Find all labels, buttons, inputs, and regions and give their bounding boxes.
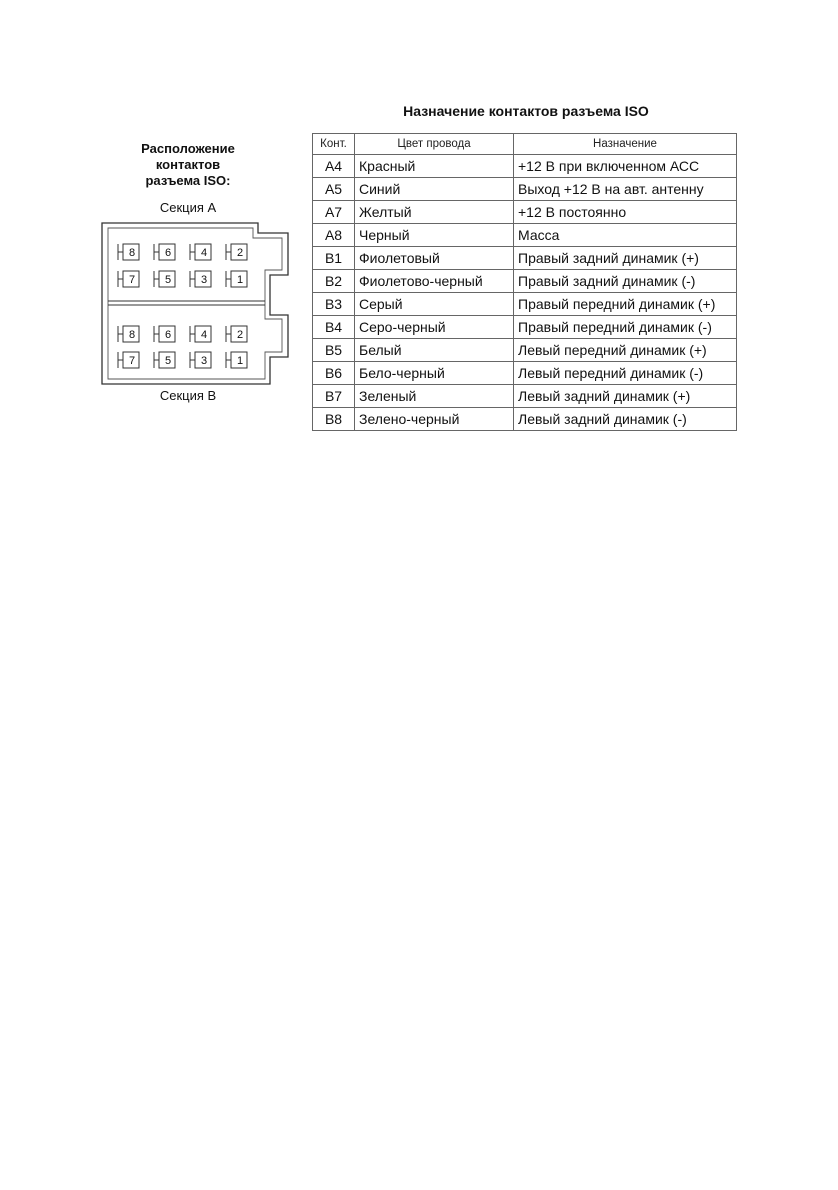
pin-number: 6 bbox=[164, 247, 172, 259]
table-title: Назначение контактов разъема ISO bbox=[403, 103, 649, 119]
pin-number: 1 bbox=[236, 274, 244, 286]
connector-title-line: разъема ISO: bbox=[145, 173, 231, 188]
header-pin: Конт. bbox=[313, 134, 355, 155]
wire-color-cell: Серо-черный bbox=[355, 316, 514, 339]
connector-title-line: контактов bbox=[155, 157, 221, 172]
pin-contact bbox=[118, 352, 139, 368]
function-cell: Правый задний динамик (-) bbox=[514, 270, 737, 293]
wire-color-cell: Фиолетовый bbox=[355, 247, 514, 270]
connector-title bbox=[98, 141, 278, 189]
function-cell: Левый задний динамик (+) bbox=[514, 385, 737, 408]
wire-color-cell: Зелено-черный bbox=[355, 408, 514, 431]
wire-color-cell: Белый bbox=[355, 339, 514, 362]
pinout-table bbox=[312, 133, 737, 431]
pin-contact bbox=[118, 244, 139, 260]
pin-number: 8 bbox=[128, 329, 136, 341]
pin-number: 7 bbox=[128, 274, 136, 286]
table-row bbox=[313, 224, 737, 247]
pin-number: 3 bbox=[200, 274, 208, 286]
pin-contact bbox=[118, 271, 139, 287]
table-row bbox=[313, 385, 737, 408]
section-b-label: Секция В bbox=[159, 388, 217, 403]
header-wire-color: Цвет провода bbox=[355, 134, 514, 155]
pin-number: 2 bbox=[236, 247, 244, 259]
pin-number: 2 bbox=[236, 329, 244, 341]
function-cell: Левый передний динамик (-) bbox=[514, 362, 737, 385]
table-row bbox=[313, 201, 737, 224]
pin-number: 1 bbox=[236, 355, 244, 367]
function-cell: Выход +12 В на авт. антенну bbox=[514, 178, 737, 201]
pin-contact bbox=[190, 352, 211, 368]
pin-cell: A7 bbox=[313, 201, 355, 224]
pin-cell: A4 bbox=[313, 155, 355, 178]
pin-cell: B5 bbox=[313, 339, 355, 362]
wire-color-cell: Бело-черный bbox=[355, 362, 514, 385]
table-row bbox=[313, 247, 737, 270]
pin-contact bbox=[154, 244, 175, 260]
connector-title-line: Расположение bbox=[141, 141, 235, 156]
pin-cell: B3 bbox=[313, 293, 355, 316]
wire-color-cell: Зеленый bbox=[355, 385, 514, 408]
function-cell: Левый задний динамик (-) bbox=[514, 408, 737, 431]
pin-contact bbox=[190, 326, 211, 342]
table-header-row bbox=[313, 134, 737, 155]
table-row bbox=[313, 293, 737, 316]
table-row bbox=[313, 155, 737, 178]
function-cell: Масса bbox=[514, 224, 737, 247]
pin-contact bbox=[190, 244, 211, 260]
wire-color-cell: Желтый bbox=[355, 201, 514, 224]
pin-contact bbox=[226, 271, 247, 287]
pin-cell: B4 bbox=[313, 316, 355, 339]
table-row bbox=[313, 270, 737, 293]
pin-number: 8 bbox=[128, 247, 136, 259]
pin-contact bbox=[190, 271, 211, 287]
section-a-label: Секция А bbox=[159, 200, 217, 215]
pin-cell: B6 bbox=[313, 362, 355, 385]
pin-contact bbox=[226, 244, 247, 260]
header-function: Назначение bbox=[514, 134, 737, 155]
pin-contact bbox=[154, 326, 175, 342]
pin-number: 5 bbox=[164, 274, 172, 286]
wire-color-cell: Серый bbox=[355, 293, 514, 316]
function-cell: +12 В постоянно bbox=[514, 201, 737, 224]
pin-number: 3 bbox=[200, 355, 208, 367]
pin-cell: B7 bbox=[313, 385, 355, 408]
pin-number: 4 bbox=[200, 247, 208, 259]
function-cell: +12 В при включенном АСС bbox=[514, 155, 737, 178]
pin-contact bbox=[118, 326, 139, 342]
function-cell: Правый задний динамик (+) bbox=[514, 247, 737, 270]
pin-number: 7 bbox=[128, 355, 136, 367]
function-cell: Левый передний динамик (+) bbox=[514, 339, 737, 362]
table-row bbox=[313, 178, 737, 201]
pin-cell: B1 bbox=[313, 247, 355, 270]
table-row bbox=[313, 316, 737, 339]
pin-cell: A5 bbox=[313, 178, 355, 201]
wire-color-cell: Красный bbox=[355, 155, 514, 178]
wire-color-cell: Фиолетово-черный bbox=[355, 270, 514, 293]
pin-contact bbox=[226, 326, 247, 342]
iso-connector-diagram bbox=[98, 219, 298, 389]
pin-cell: B8 bbox=[313, 408, 355, 431]
pin-contact bbox=[226, 352, 247, 368]
table-row bbox=[313, 408, 737, 431]
pin-number: 4 bbox=[200, 329, 208, 341]
wire-color-cell: Синий bbox=[355, 178, 514, 201]
wire-color-cell: Черный bbox=[355, 224, 514, 247]
pin-number: 5 bbox=[164, 355, 172, 367]
pin-cell: A8 bbox=[313, 224, 355, 247]
function-cell: Правый передний динамик (-) bbox=[514, 316, 737, 339]
table-row bbox=[313, 339, 737, 362]
pin-cell: B2 bbox=[313, 270, 355, 293]
pin-number: 6 bbox=[164, 329, 172, 341]
function-cell: Правый передний динамик (+) bbox=[514, 293, 737, 316]
pin-contact bbox=[154, 271, 175, 287]
table-row bbox=[313, 362, 737, 385]
pin-contact bbox=[154, 352, 175, 368]
